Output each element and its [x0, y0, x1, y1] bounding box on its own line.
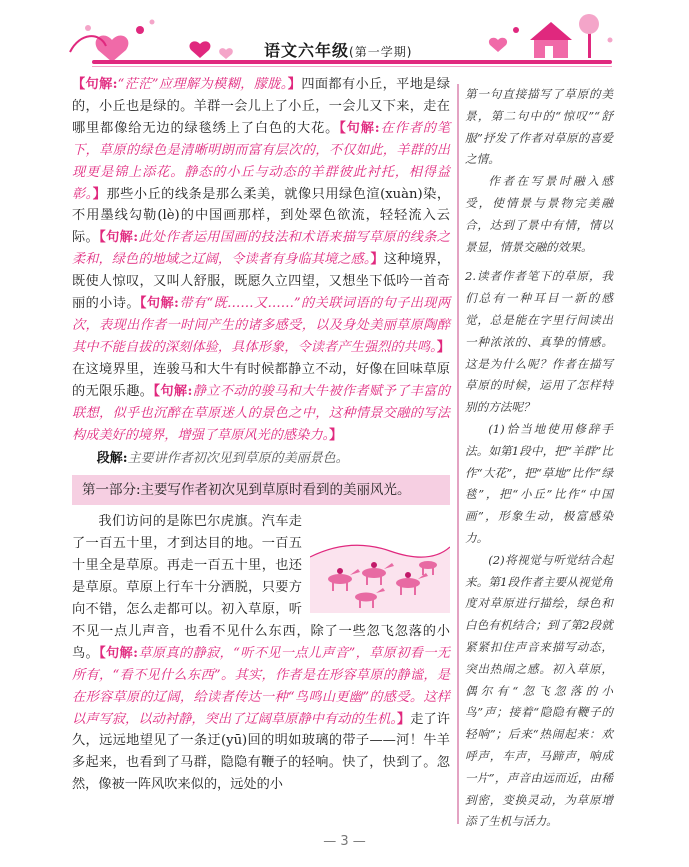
page-number: — 3 —: [323, 834, 366, 849]
annotation-bracket: 【句解:: [99, 230, 139, 246]
horse-herd-illustration: [310, 517, 450, 613]
annotation-bracket: 】: [92, 186, 107, 202]
annotation-bracket: 】: [397, 711, 411, 727]
heart-icon: [190, 41, 211, 58]
sidebar-note: 第一句直接描写了草原的美景，第二句中的“惊叹”“舒服”抒发了作者对草原的喜爱之情。: [465, 87, 613, 167]
book-title: [264, 38, 412, 61]
annotation-bracket: 】: [329, 427, 343, 443]
tree-icon: [579, 14, 599, 58]
annotation-bracket: 【句解:: [153, 383, 193, 399]
annotation-bracket: 【句解:: [139, 296, 179, 312]
main-column: [72, 74, 450, 796]
page-header: [0, 0, 689, 78]
header-rule-thin: [92, 66, 612, 67]
dot-decoration: [136, 26, 144, 34]
summary-label: 段解:: [96, 451, 128, 467]
annotation-bracket: 】: [370, 252, 384, 268]
term-label: (第一学期): [349, 45, 413, 59]
house-icon: [530, 22, 572, 58]
sidebar-answer: (2)将视觉与听觉结合起来。第1段作者主要从视觉角度对草原进行描绘，绿色和白色有机结合；到了第2段就紧紧扣住声音来描写动态，突出热闹之感。初入草原，偶尔有“忽飞忽落的小鸟”声；接着“隐隐有鞭子的轻响”；后来“热闹起来：欢呼声，车声，马蹄声，响成一片”，声音由远而近，由稀到密，变换灵动，为草原增添了生机与活力。: [465, 552, 613, 829]
annotation-bracket: 】: [436, 339, 450, 355]
sidebar-answer: (1)恰当地使用修辞手法。如第1段中，把“羊群”比作“大花”，把“草地”比作“绿毯”，把“小丘”比作“中国画”，形象生动，极富感染力。: [465, 421, 613, 545]
annotation-bracket: 【句解:: [339, 120, 380, 136]
passage-text: 那些小丘的线条是那么柔美，就像只用绿色渲(xuàn)染，不用墨线勾勒(lè)的中国画那样，到处翠色欲流，轻轻流入云际。: [72, 186, 451, 246]
sidebar-note: 作者在写景时融入感受，使情景与景物完美融合，达到了景中有情，情以景显，情景交融的效果。: [465, 174, 613, 254]
passage-text: 在这境界里，连骏马和大牛有时候都静立不动，好像在回味草原的无限乐趣。: [72, 361, 450, 399]
annotation-bracket: 】: [287, 77, 302, 92]
passage-text: 这种境界，既使人惊叹，又叫人舒服，既愿久立四望，又想坐下低吟一首奇丽的小诗。: [72, 252, 450, 312]
annotation-bracket: 【句解:: [99, 645, 138, 661]
sidebar-notes: [457, 84, 613, 829]
book-title-text: 语文六年级: [264, 41, 350, 60]
summary-text: 主要讲作者初次见到草原的美丽景色。: [127, 451, 349, 467]
heart-icon: [489, 38, 507, 52]
annotation-bracket: 【句解:: [72, 77, 118, 92]
annotation-note: 此处作者运用国画的技法和术语来描写草原的线条之柔和，绿色的地域之辽阔，令读者有身临其境之感。: [72, 230, 450, 268]
annotation-note: 在作者的笔下，草原的绿色是清晰明朗而富有层次的，不仅如此，羊群的出现更是锦上添花。静态的小丘与动态的羊群彼此衬托，相得益彰。: [72, 120, 451, 202]
passage-paragraph: [72, 74, 450, 446]
sidebar-question: 2.读者作者笔下的草原，我们总有一种耳目一新的感觉，总是能在字里行间读出一种浓浓的、真挚的情感。这是为什么呢？作者在描写草原的时候，运用了怎样特别的方法呢？: [465, 269, 613, 415]
annotation-note: 草原真的静寂，“听不见一点儿声音”，草原初看一无所有，“看不见什么东西”。其实，作者是在形容草原的静谧，是在形容草原的辽阔，给读者传达一种“鸟鸣山更幽”的感受。这样以声写寂，以动衬静，突出了辽阔草原静中有动的生机。: [72, 645, 450, 727]
section-heading: 第一部分:主要写作者初次见到草原时看到的美丽风光。: [72, 475, 450, 505]
annotation-note: “茫茫”应理解为模糊，朦胧。: [117, 77, 288, 92]
annotation-note: 带有“既……又……”的关联词语的句子出现两次，表现出作者一时间产生的诸多感受，以及身处美丽草原陶醉其中不能自拔的深刻体验，具体形象，令读者产生强烈的共鸣。: [72, 296, 451, 355]
passage-text: 四面都有小丘，平地是绿的，小丘也是绿的。羊群一会儿上了小丘，一会儿又下来，走在哪里都像给无边的绿毯绣上了白色的大花。: [72, 77, 451, 136]
annotation-note: 静立不动的骏马和大牛被作者赋予了丰富的联想，似乎也沉醉在草原迷人的景色之中，这种情景交融的写法构成美好的境界，增强了草原风光的感染力。: [72, 383, 450, 443]
passage-text: 我们访问的是陈巴尔虎旗。汽车走了一百五十里，才到达目的地。一百五十里全是草原。再走一百五十里，也还是草原。草原上行车十分洒脱，只要方向不错，怎么走都可以。初入草原，听不见一点儿声音，也看不见什么东西，除了一些忽飞忽落的小鸟。: [72, 514, 450, 661]
paragraph-summary: [72, 448, 450, 469]
passage-text: 走了许久，远远地望见了一条迂(yū)回的明如玻璃的带子——河！牛羊多起来，也看到了马群，隐隐有鞭子的轻响。快了，快到了。忽然，像被一阵风吹来似的，远处的小: [72, 711, 450, 793]
